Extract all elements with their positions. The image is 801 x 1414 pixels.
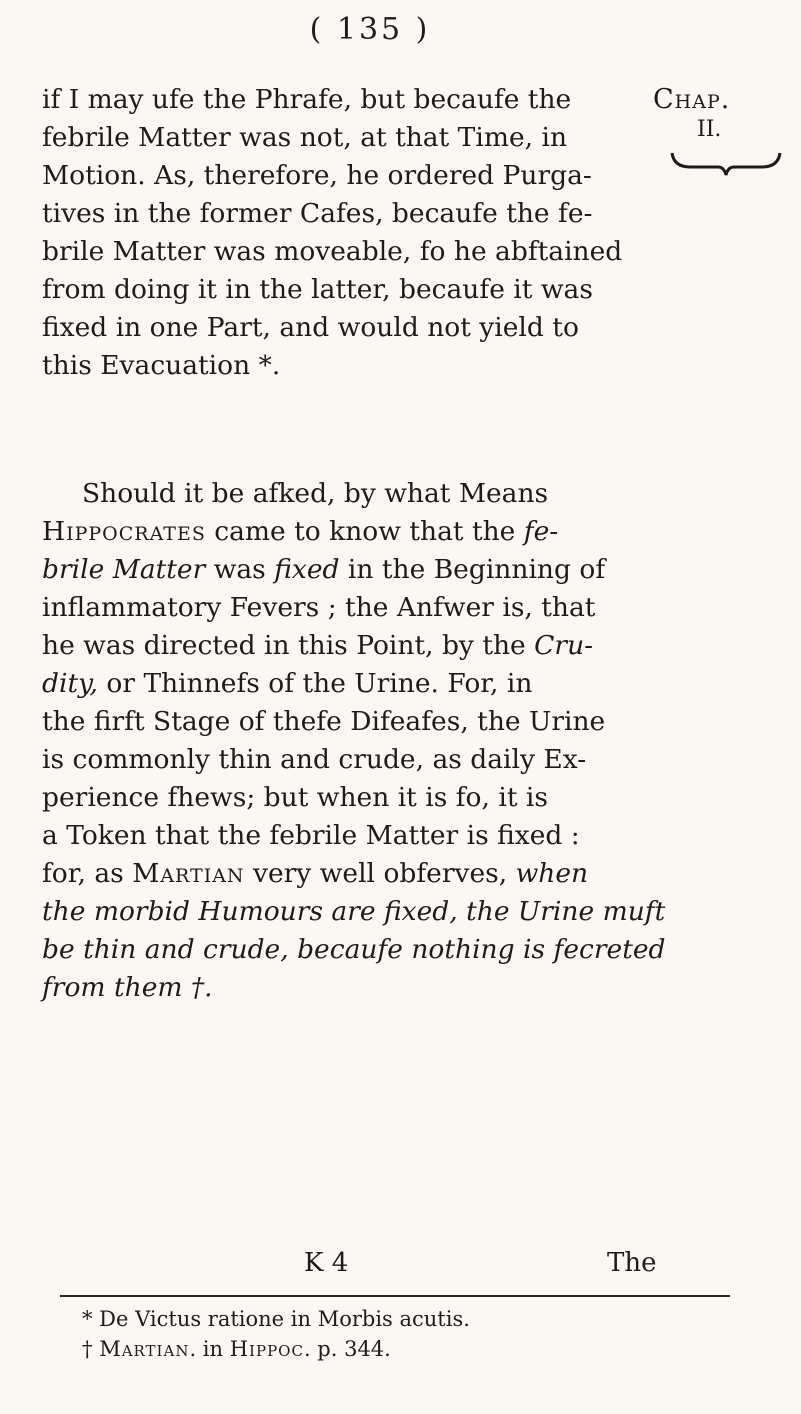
text-line: febrile Matter was not, at that Time, in [42,122,568,153]
paragraph-first-line: Should it be afked, by what Means [82,478,549,509]
text-line: Motion. As, therefore, he ordered Purga- [42,160,592,191]
quotation-line: be thin and crude, becaufe nothing is fecreted [42,934,666,965]
text-line: brile Matter was moveable, fo he abftained [42,236,623,267]
margin-chapter-number: II. [697,117,722,142]
text-line: perience fhews; but when it is fo, it is [42,782,548,813]
quotation-line: from them †. [42,972,213,1003]
text-line: is commonly thin and crude, as daily Ex- [42,744,587,775]
quotation-line: the morbid Humours are fixed, the Urine muft [42,896,666,927]
catchword: The [607,1248,657,1278]
margin-chapter-label: Chap. [653,84,731,115]
footnote: * De Victus ratione in Morbis acutis. [82,1307,470,1331]
author-name: Hippocrates [42,516,206,547]
margin-brace-ornament [670,149,782,177]
text-line: the firft Stage of thefe Difeafes, the Urine [42,706,606,737]
page-number: ( 135 ) [309,12,431,47]
text-line: if I may ufe the Phrafe, but becaufe the [42,84,572,115]
text-line: he was directed in this Point, by the Cru- [42,630,594,661]
text-line: inflammatory Fevers ; the Anfwer is, that [42,592,596,623]
text-line: from doing it in the latter, becaufe it was [42,274,593,305]
signature-mark: K 4 [304,1248,349,1278]
text-line: Hippocrates came to know that the fe- [42,516,559,547]
author-name: Martian [132,858,245,889]
text-line: this Evacuation *. [42,350,281,381]
text-line: dity, or Thinnefs of the Urine. For, in [42,668,533,699]
footnote-rule [60,1295,730,1297]
text-line: a Token that the febrile Matter is fixed : [42,820,580,851]
text-line: brile Matter was fixed in the Beginning of [42,554,606,585]
text-line: for, as Martian very well obferves, when [42,858,589,889]
text-line: fixed in one Part, and would not yield to [42,312,579,343]
text-line: tives in the former Cafes, becaufe the fe- [42,198,593,229]
footnote: † Martian. in Hippoc. p. 344. [82,1337,391,1361]
